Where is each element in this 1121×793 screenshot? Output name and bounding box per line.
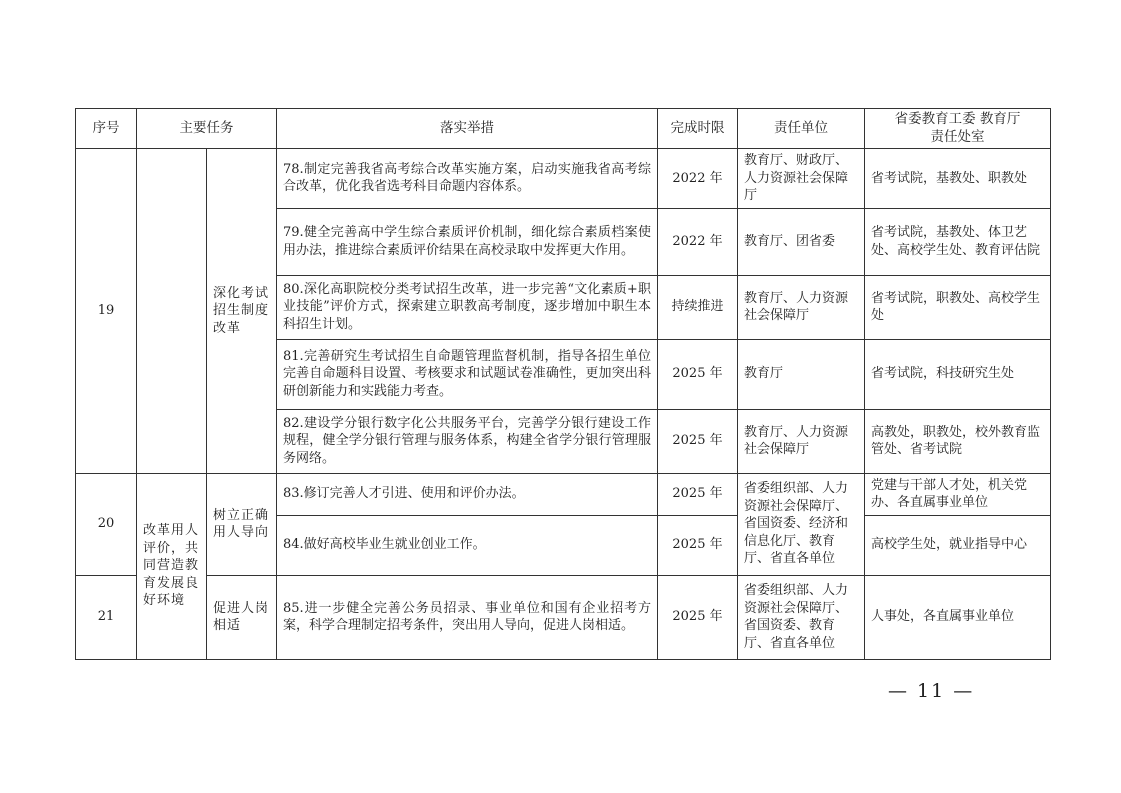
unit-cell: 省委组织部、人力资源社会保障厅、省国资委、教育厅、省直各单位 xyxy=(738,575,865,659)
seq-cell: 21 xyxy=(76,575,137,659)
deadline-cell: 2025 年 xyxy=(658,515,738,575)
measure-cell: 80.深化高职院校分类考试招生改革，进一步完善“文化素质+职业技能”评价方式，探索建立职教高考制度，逐步增加中职生本科招生计划。 xyxy=(277,275,658,339)
task-table xyxy=(75,108,1051,660)
deadline-cell: 2025 年 xyxy=(658,473,738,515)
deadline-cell: 2025 年 xyxy=(658,339,738,409)
office-cell: 省考试院，基教处、职教处 xyxy=(865,149,1051,209)
office-cell: 人事处，各直属事业单位 xyxy=(865,575,1051,659)
header-seq: 序号 xyxy=(76,109,137,149)
measure-cell: 81.完善研究生考试招生自命题管理监督机制，指导各招生单位完善自命题科目设置、考核要求和试题试卷准确性，更加突出科研创新能力和实践能力考查。 xyxy=(277,339,658,409)
main-task-cell xyxy=(137,149,207,474)
office-cell: 省考试院，科技研究生处 xyxy=(865,339,1051,409)
office-cell: 省考试院，职教处、高校学生处 xyxy=(865,275,1051,339)
sub-task-cell: 促进人岗相适 xyxy=(207,575,277,659)
header-office: 省委教育工委 教育厅 责任处室 xyxy=(865,109,1051,149)
office-cell: 高教处，职教处，校外教育监管处、省考试院 xyxy=(865,409,1051,473)
measure-cell: 79.健全完善高中学生综合素质评价机制，细化综合素质档案使用办法，推进综合素质评价结果在高校录取中发挥更大作用。 xyxy=(277,208,658,275)
header-measure: 落实举措 xyxy=(277,109,658,149)
deadline-cell: 持续推进 xyxy=(658,275,738,339)
measure-cell: 82.建设学分银行数字化公共服务平台，完善学分银行建设工作规程，健全学分银行管理与服务体系，构建全省学分银行管理服务网络。 xyxy=(277,409,658,473)
sub-task-cell: 深化考试招生制度改革 xyxy=(207,149,277,474)
unit-cell: 教育厅、人力资源社会保障厅 xyxy=(738,275,865,339)
header-deadline: 完成时限 xyxy=(658,109,738,149)
office-cell: 高校学生处，就业指导中心 xyxy=(865,515,1051,575)
measure-cell: 83.修订完善人才引进、使用和评价办法。 xyxy=(277,473,658,515)
measure-cell: 78.制定完善我省高考综合改革实施方案，启动实施我省高考综合改革，优化我省选考科目命题内容体系。 xyxy=(277,149,658,209)
sub-task-cell: 树立正确用人导向 xyxy=(207,473,277,575)
unit-cell: 教育厅、人力资源社会保障厅 xyxy=(738,409,865,473)
unit-cell: 教育厅 xyxy=(738,339,865,409)
deadline-cell: 2022 年 xyxy=(658,208,738,275)
main-task-cell: 改革用人评价，共同营造教育发展良好环境 xyxy=(137,473,207,659)
office-cell: 省考试院，基教处、体卫艺处、高校学生处、教育评估院 xyxy=(865,208,1051,275)
table-row xyxy=(76,575,1051,659)
header-unit: 责任单位 xyxy=(738,109,865,149)
seq-cell: 20 xyxy=(76,473,137,575)
measure-cell: 85.进一步健全完善公务员招录、事业单位和国有企业招考方案，科学合理制定招考条件，突出用人导向，促进人岗相适。 xyxy=(277,575,658,659)
table-row xyxy=(76,473,1051,515)
page-number: — 11 — xyxy=(888,680,975,702)
table-row xyxy=(76,149,1051,209)
deadline-cell: 2022 年 xyxy=(658,149,738,209)
unit-cell: 教育厅、财政厅、人力资源社会保障厅 xyxy=(738,149,865,209)
header-row xyxy=(76,109,1051,149)
unit-cell: 省委组织部、人力资源社会保障厅、省国资委、经济和信息化厅、教育厅、省直各单位 xyxy=(738,473,865,575)
deadline-cell: 2025 年 xyxy=(658,575,738,659)
seq-cell: 19 xyxy=(76,149,137,474)
office-cell: 党建与干部人才处，机关党办、各直属事业单位 xyxy=(865,473,1051,515)
measure-cell: 84.做好高校毕业生就业创业工作。 xyxy=(277,515,658,575)
unit-cell: 教育厅、团省委 xyxy=(738,208,865,275)
deadline-cell: 2025 年 xyxy=(658,409,738,473)
header-main-task: 主要任务 xyxy=(137,109,277,149)
